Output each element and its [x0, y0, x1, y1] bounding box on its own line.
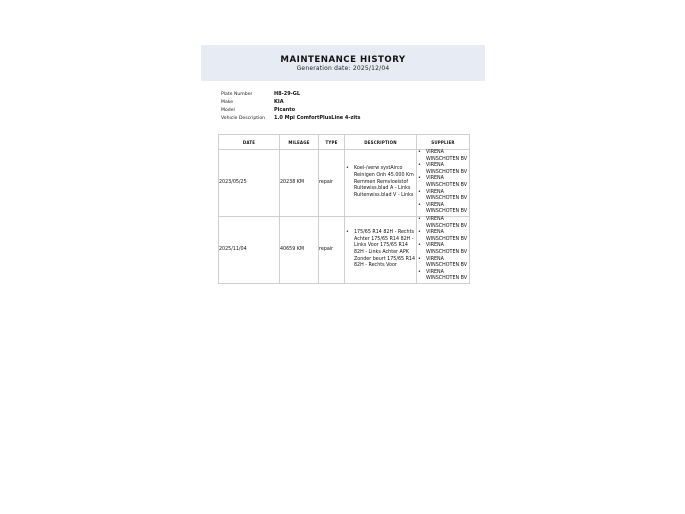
description-item: • 175/65 R14 82H - Rechts Achter 175/65 R14 82H - Links Voor 175/65 R14 82H - Links Achter APK Zonder beurt 175/65 R14 82H - Rechts Voor	[345, 230, 416, 270]
header-type: TYPE	[319, 135, 345, 150]
cell-type: repair	[319, 216, 345, 283]
generation-date: Generation date: 2025/12/04	[296, 65, 390, 72]
maintenance-table	[218, 134, 470, 284]
cell-mileage: 40659 KM	[280, 216, 319, 283]
cell-date: 2025/11/04	[219, 216, 280, 283]
supplier-item: • VIRENA WINSCHOTEN BV	[417, 257, 469, 270]
info-row-make	[221, 98, 360, 106]
table-header-row	[219, 135, 470, 150]
cell-description	[345, 216, 417, 283]
report-title: MAINTENANCE HISTORY	[280, 55, 406, 65]
model-value: Picanto	[274, 107, 296, 113]
model-label: Model	[221, 107, 235, 113]
description-list	[345, 166, 416, 199]
cell-type: repair	[319, 150, 345, 217]
info-row-plate	[221, 90, 360, 98]
info-row-model	[221, 106, 360, 114]
description-item: • Koel-/verw systAirco Reinigen Onh 45.000 Km Remmen Remvloeistof Ruitewiss.blad A - Links Ruitenwiss.blad V - Links	[345, 166, 416, 199]
supplier-item: • VIRENA WINSCHOTEN BV	[417, 190, 469, 203]
info-row-description	[221, 114, 360, 122]
vehicle-info	[221, 90, 360, 122]
cell-supplier	[417, 150, 470, 217]
plate-value: H8-29-GL	[274, 91, 301, 97]
table-row	[219, 150, 470, 217]
vehicle-description-value: 1.0 Mpi ComfortPlusLine 4-zits	[274, 115, 361, 121]
make-value: KIA	[274, 99, 284, 105]
cell-supplier	[417, 216, 470, 283]
header-supplier: SUPPLIER	[417, 135, 470, 150]
header-date: DATE	[219, 135, 280, 150]
header-mileage: MILEAGE	[280, 135, 319, 150]
supplier-list	[417, 217, 469, 283]
supplier-item: • VIRENA WINSCHOTEN BV	[417, 243, 469, 256]
supplier-item: • VIRENA WINSCHOTEN BV	[417, 176, 469, 189]
plate-label: Plate Number	[221, 91, 253, 97]
supplier-list	[417, 150, 469, 216]
supplier-item: • VIRENA WINSCHOTEN BV	[417, 270, 469, 283]
cell-mileage: 20238 KM	[280, 150, 319, 217]
supplier-item: • VIRENA WINSCHOTEN BV	[417, 150, 469, 163]
vehicle-description-label: Vehicle Description	[221, 115, 266, 121]
supplier-item: • VIRENA WINSCHOTEN BV	[417, 217, 469, 230]
table-row	[219, 216, 470, 283]
supplier-item: • VIRENA WINSCHOTEN BV	[417, 230, 469, 243]
report-header	[201, 45, 485, 81]
description-list	[345, 230, 416, 270]
supplier-item: • VIRENA WINSCHOTEN BV	[417, 163, 469, 176]
cell-description	[345, 150, 417, 217]
make-label: Make	[221, 99, 234, 105]
supplier-item: • VIRENA WINSCHOTEN BV	[417, 203, 469, 216]
header-description: DESCRIPTION	[345, 135, 417, 150]
cell-date: 2023/05/25	[219, 150, 280, 217]
